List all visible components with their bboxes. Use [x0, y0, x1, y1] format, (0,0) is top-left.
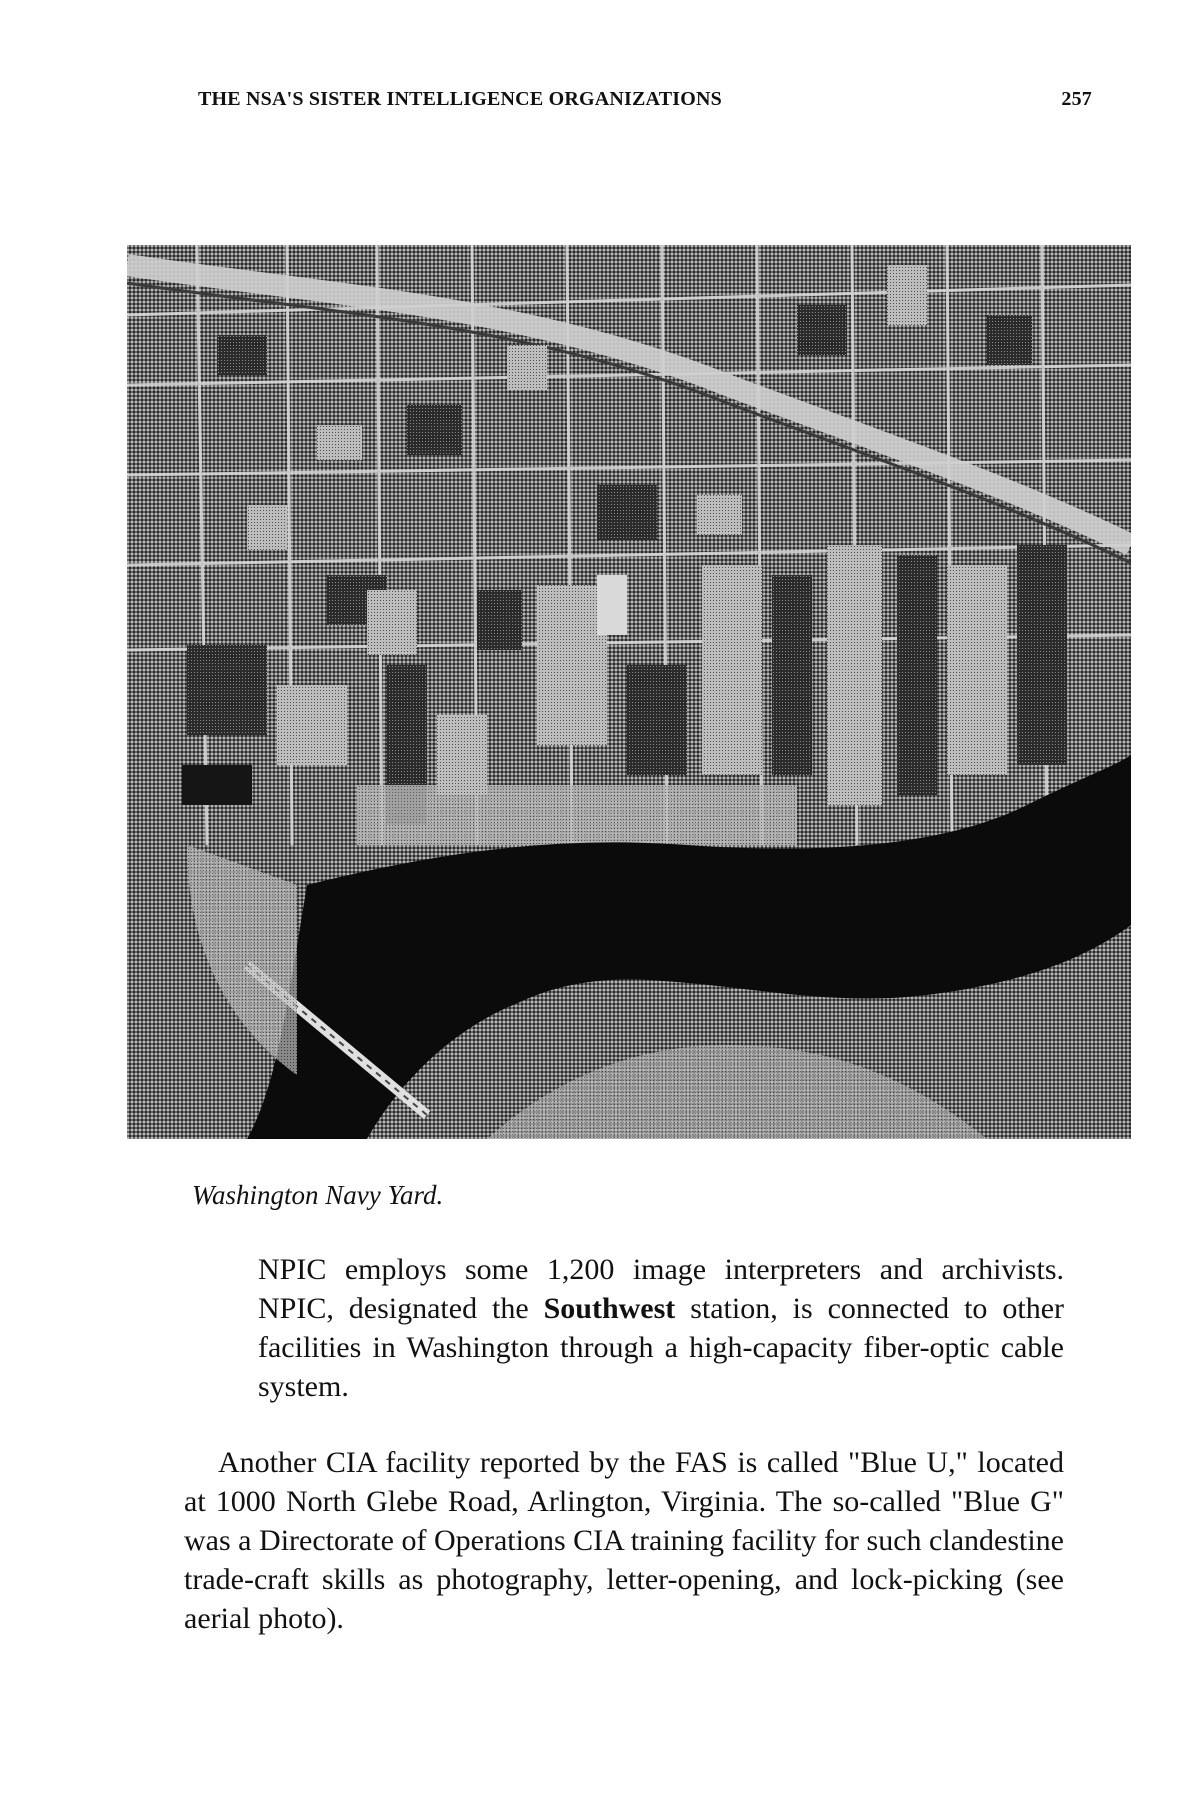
paragraph-npic-text-2: station, is connected to other facilities in Washington through a high-capacity fiber-optic cable system.	[258, 1292, 1064, 1403]
running-header	[198, 88, 1092, 122]
running-title: THE NSA'S SISTER INTELLIGENCE ORGANIZATIONS	[198, 88, 722, 110]
paragraph-npic-bold: Southwest	[543, 1292, 676, 1325]
paragraph-npic-text-1: NPIC employs some 1,200 image interpreters and archivists. NPIC, designated the	[258, 1253, 1064, 1325]
figure-caption: Washington Navy Yard.	[192, 1180, 444, 1210]
paragraph-blue-u: Another CIA facility reported by the FAS is called "Blue U," located at 1000 North Glebe Road, Arlington, Virginia. The so-called "Blue G" was a Directorate of Operations CIA training facility for such clandestine trade-craft skills as photography, letter-opening, and lock-picking (see aerial photo).	[184, 1446, 1064, 1635]
page-number: 257	[1061, 88, 1092, 110]
aerial-photo	[127, 245, 1131, 1139]
paragraph-npic	[258, 1250, 1064, 1406]
aerial-photo-image	[127, 245, 1131, 1139]
